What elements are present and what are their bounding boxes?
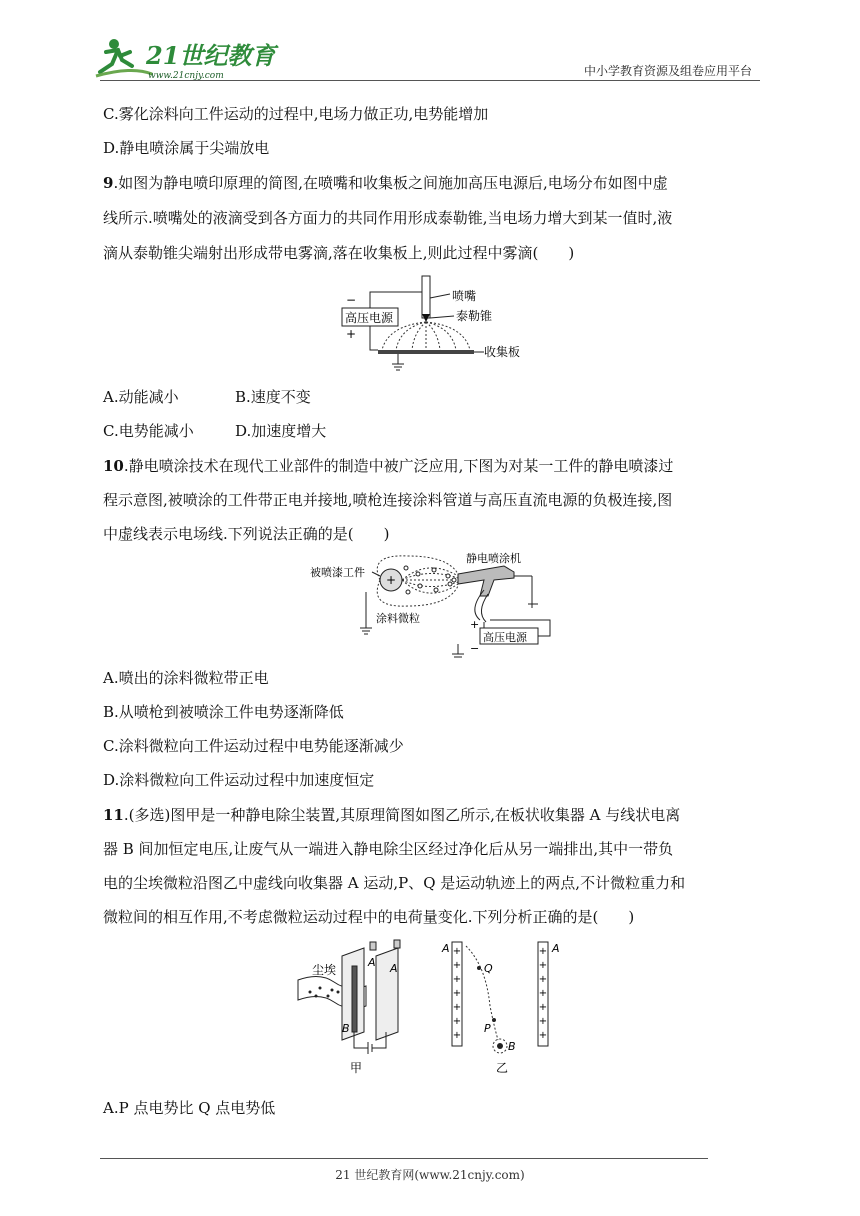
- q9-option-b: B.速度不变: [235, 388, 311, 406]
- fig11-jia-A1: A: [368, 956, 376, 969]
- logo-text: 21世纪教育: [146, 41, 276, 70]
- q9-options-row-2: [103, 421, 326, 441]
- svg-text:+: +: [538, 988, 548, 999]
- svg-text:+: +: [538, 1030, 548, 1041]
- fig10-workpiece-plus: +: [386, 573, 397, 587]
- fig10-particles-label: 涂料微粒: [376, 612, 420, 625]
- fig11-jia-B: B: [342, 1022, 350, 1035]
- svg-text:+: +: [452, 1030, 462, 1041]
- fig10-gun-label: 静电喷涂机: [466, 552, 521, 565]
- fig9-taylor-label: 泰勒锥: [456, 309, 493, 323]
- figure-jia: [298, 940, 400, 1075]
- q9-line-1: [103, 173, 668, 193]
- q11-line-2: 器 B 间加恒定电压,让废气从一端进入静电除尘区经过净化后从另一端排出,其中一带负: [103, 840, 674, 858]
- q10-option-d: D.涂料微粒向工件运动过程中加速度恒定: [103, 771, 375, 789]
- q9-option-a: A.动能减小: [103, 388, 179, 406]
- svg-text:+: +: [538, 946, 548, 957]
- q11-line-1: [103, 805, 680, 825]
- svg-text:+: +: [538, 1002, 548, 1013]
- fig11-yi-Q: Q: [484, 962, 493, 975]
- svg-text:+: +: [452, 1002, 462, 1013]
- q9-line-3: 滴从泰勒锥尖端射出形成带电雾滴,落在收集板上,则此过程中雾滴( ): [103, 244, 575, 262]
- header-slogan: 中小学教育资源及组卷应用平台: [583, 64, 752, 78]
- figure-yi: [441, 942, 560, 1075]
- q9-number: 9: [103, 174, 114, 192]
- figure-q9-electrostatic-printing: [338, 272, 528, 372]
- q10-option-b: B.从喷枪到被喷涂工件电势逐渐降低: [103, 703, 344, 721]
- fig10-workpiece-label: 被喷漆工件: [310, 566, 365, 579]
- q11-option-a: A.P 点电势比 Q 点电势低: [103, 1099, 276, 1117]
- fig9-plate-label: 收集板: [484, 345, 521, 359]
- q11-line-3: 电的尘埃微粒沿图乙中虚线向收集器 A 运动,P、Q 是运动轨迹上的两点,不计微粒重力和: [103, 874, 686, 892]
- q10-option-c: C.涂料微粒向工件运动过程中电势能逐渐减少: [103, 737, 404, 755]
- fig10-minus: −: [470, 642, 480, 655]
- q9-line-2: 线所示.喷嘴处的液滴受到各方面力的共同作用形成泰勒锥,当电场力增大到某一值时,液: [103, 209, 673, 227]
- svg-text:+: +: [538, 1016, 548, 1027]
- svg-text:+: +: [452, 946, 462, 957]
- fig9-power-label: 高压电源: [345, 311, 394, 325]
- fig9-plus: +: [346, 327, 357, 341]
- fig11-yi-caption: 乙: [496, 1061, 509, 1075]
- svg-text:+: +: [538, 974, 548, 985]
- fig9-minus: −: [346, 293, 357, 307]
- fig10-power-label: 高压电源: [483, 631, 527, 644]
- logo-url: www.21cnjy.com: [148, 71, 224, 81]
- fig11-dust-label: 尘埃: [312, 963, 337, 977]
- site-logo[interactable]: [92, 36, 276, 82]
- footer-divider: [100, 1158, 708, 1159]
- q10-option-a: A.喷出的涂料微粒带正电: [103, 669, 269, 687]
- q10-number: 10: [103, 457, 124, 475]
- fig11-jia-A2: A: [390, 962, 398, 975]
- svg-text:+: +: [452, 1016, 462, 1027]
- q11-line-4: 微粒间的相互作用,不考虑微粒运动过程中的电荷量变化.下列分析正确的是( ): [103, 908, 635, 926]
- svg-text:+: +: [538, 960, 548, 971]
- q9-option-c: C.电势能减小: [103, 422, 194, 440]
- footer-text[interactable]: 21 世纪教育网(www.21cnjy.com): [335, 1168, 525, 1182]
- fig11-jia-caption: 甲: [350, 1061, 363, 1075]
- figure-q10-electrostatic-spray: [308, 550, 558, 660]
- q10-line-2: 程示意图,被喷涂的工件带正电并接地,喷枪连接涂料管道与高压直流电源的负极连接,图: [103, 491, 673, 509]
- q8-option-c: C.雾化涂料向工件运动的过程中,电场力做正功,电势能增加: [103, 105, 489, 123]
- svg-text:+: +: [452, 960, 462, 971]
- svg-text:+: +: [452, 988, 462, 999]
- q10-line-3: 中虚线表示电场线.下列说法正确的是( ): [103, 525, 390, 543]
- fig11-yi-A-right: A: [552, 942, 560, 955]
- header-divider: [100, 80, 760, 81]
- q9-text-1: .如图为静电喷印原理的简图,在喷嘴和收集板之间施加高压电源后,电场分布如图中虚: [113, 174, 668, 192]
- fig11-yi-B: B: [508, 1040, 516, 1053]
- q10-text-1: .静电喷涂技术在现代工业部件的制造中被广泛应用,下图为对某一工件的静电喷漆过: [123, 457, 674, 475]
- q11-number: 11: [103, 806, 124, 824]
- svg-text:+: +: [452, 974, 462, 985]
- fig11-yi-P: P: [484, 1022, 491, 1035]
- figure-q11-dust-collector: [290, 936, 570, 1076]
- fig11-yi-A-left: A: [442, 942, 450, 955]
- q10-line-1: [103, 456, 673, 476]
- runner-icon: [96, 39, 152, 76]
- q8-option-d: D.静电喷涂属于尖端放电: [103, 139, 270, 157]
- q9-options-row-1: [103, 387, 311, 407]
- q9-option-d: D.加速度增大: [235, 422, 327, 440]
- fig10-plus: +: [470, 618, 480, 631]
- q11-text-1: .(多选)图甲是一种静电除尘装置,其原理简图如图乙所示,在板状收集器 A 与线状电离: [123, 806, 681, 824]
- fig9-nozzle-label: 喷嘴: [452, 289, 477, 303]
